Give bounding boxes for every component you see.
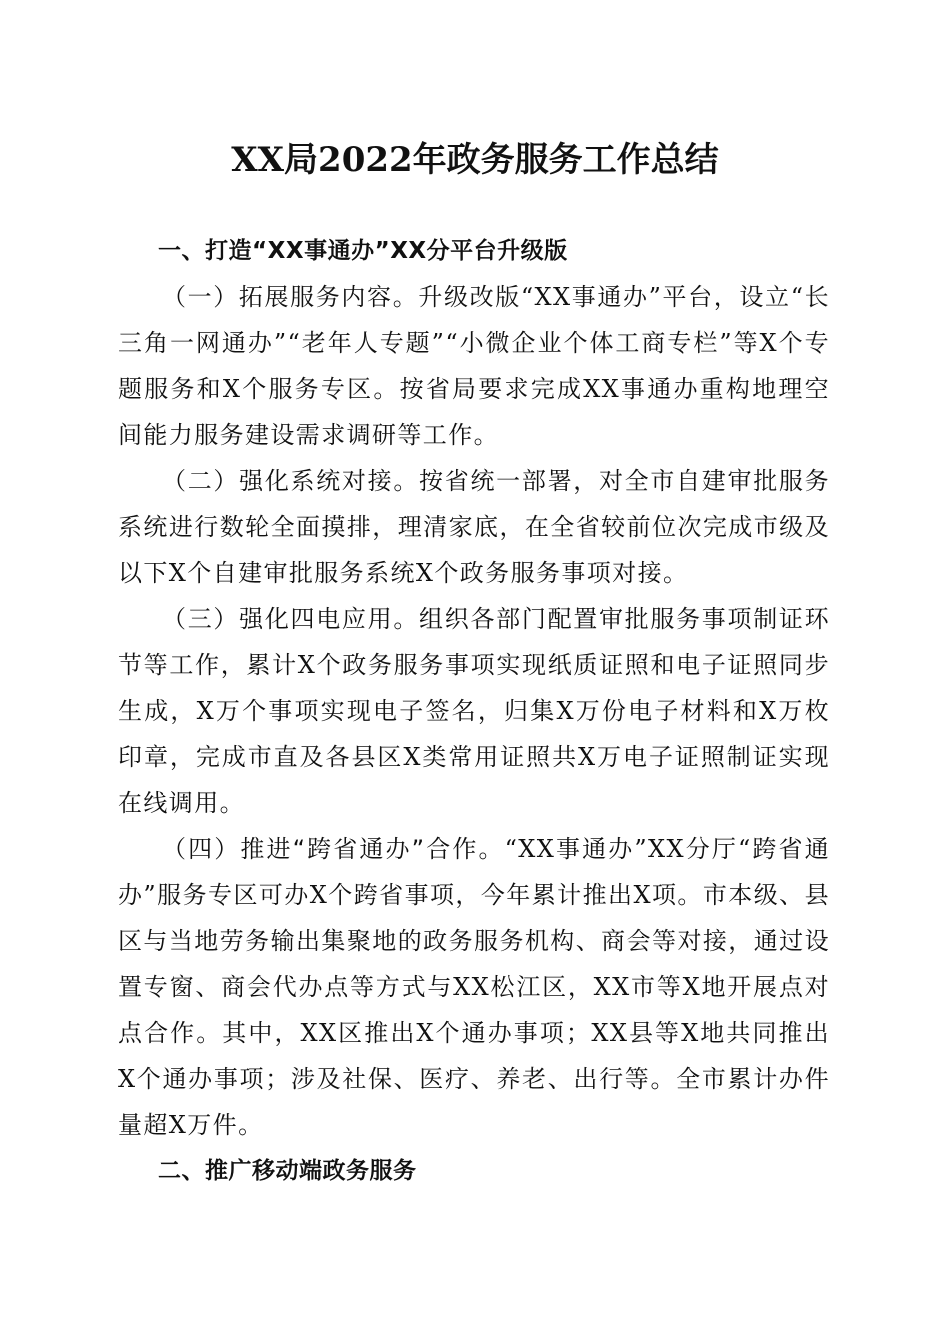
paragraph [118,274,830,458]
paragraph-text: 组织各部门配置审批服务事项制证环节等工作，累计X个政务服务事项实现纸质证照和电子证照同步生成，X万个事项实现电子签名，归集X万份电子材料和X万枚印章，完成市直及各县区X类常用证照共X万电子证照制证实现在线调用。 [118,605,831,817]
paragraph-text: “XX事通办”XX分厅“跨省通办”服务专区可办X个跨省事项，今年累计推出X项。市本级、县区与当地劳务输出集聚地的政务服务机构、商会等对接，通过设置专窗、商会代办点等方式与XX松江区，XX市等X地开展点对点合作。其中，XX区推出X个通办事项；XX县等X地共同推出X个通办事项；涉及社保、医疗、养老、出行等。全市累计办件量超X万件。 [118,835,831,1139]
paragraph-lead: （二）强化系统对接。 [162,467,420,495]
paragraph [118,596,830,826]
paragraph-text: 升级改版“XX事通办”平台，设立“长三角一网通办”“老年人专题”“小微企业个体工商专栏”等X个专题服务和X个服务专区。按省局要求完成XX事通办重构地理空间能力服务建设需求调研等工作。 [118,283,830,449]
section-heading: 一、打造“XX事通办”XX分平台升级版 [158,238,568,264]
section-heading: 二、推广移动端政务服务 [158,1158,417,1184]
document-body [118,228,830,1194]
paragraph-text: 按省统一部署，对全市自建审批服务系统进行数轮全面摸排，理清家底，在全省较前位次完成市级及以下X个自建审批服务系统X个政务服务事项对接。 [118,467,831,587]
paragraph [118,826,830,1148]
paragraph [118,458,830,596]
paragraph-lead: （三）强化四电应用。 [162,605,420,633]
paragraph-lead: （四）推进“跨省通办”合作。 [162,835,505,863]
document-title: XX局2022年政务服务工作总结 [231,140,719,180]
paragraph-lead: （一）拓展服务内容。 [162,283,419,311]
